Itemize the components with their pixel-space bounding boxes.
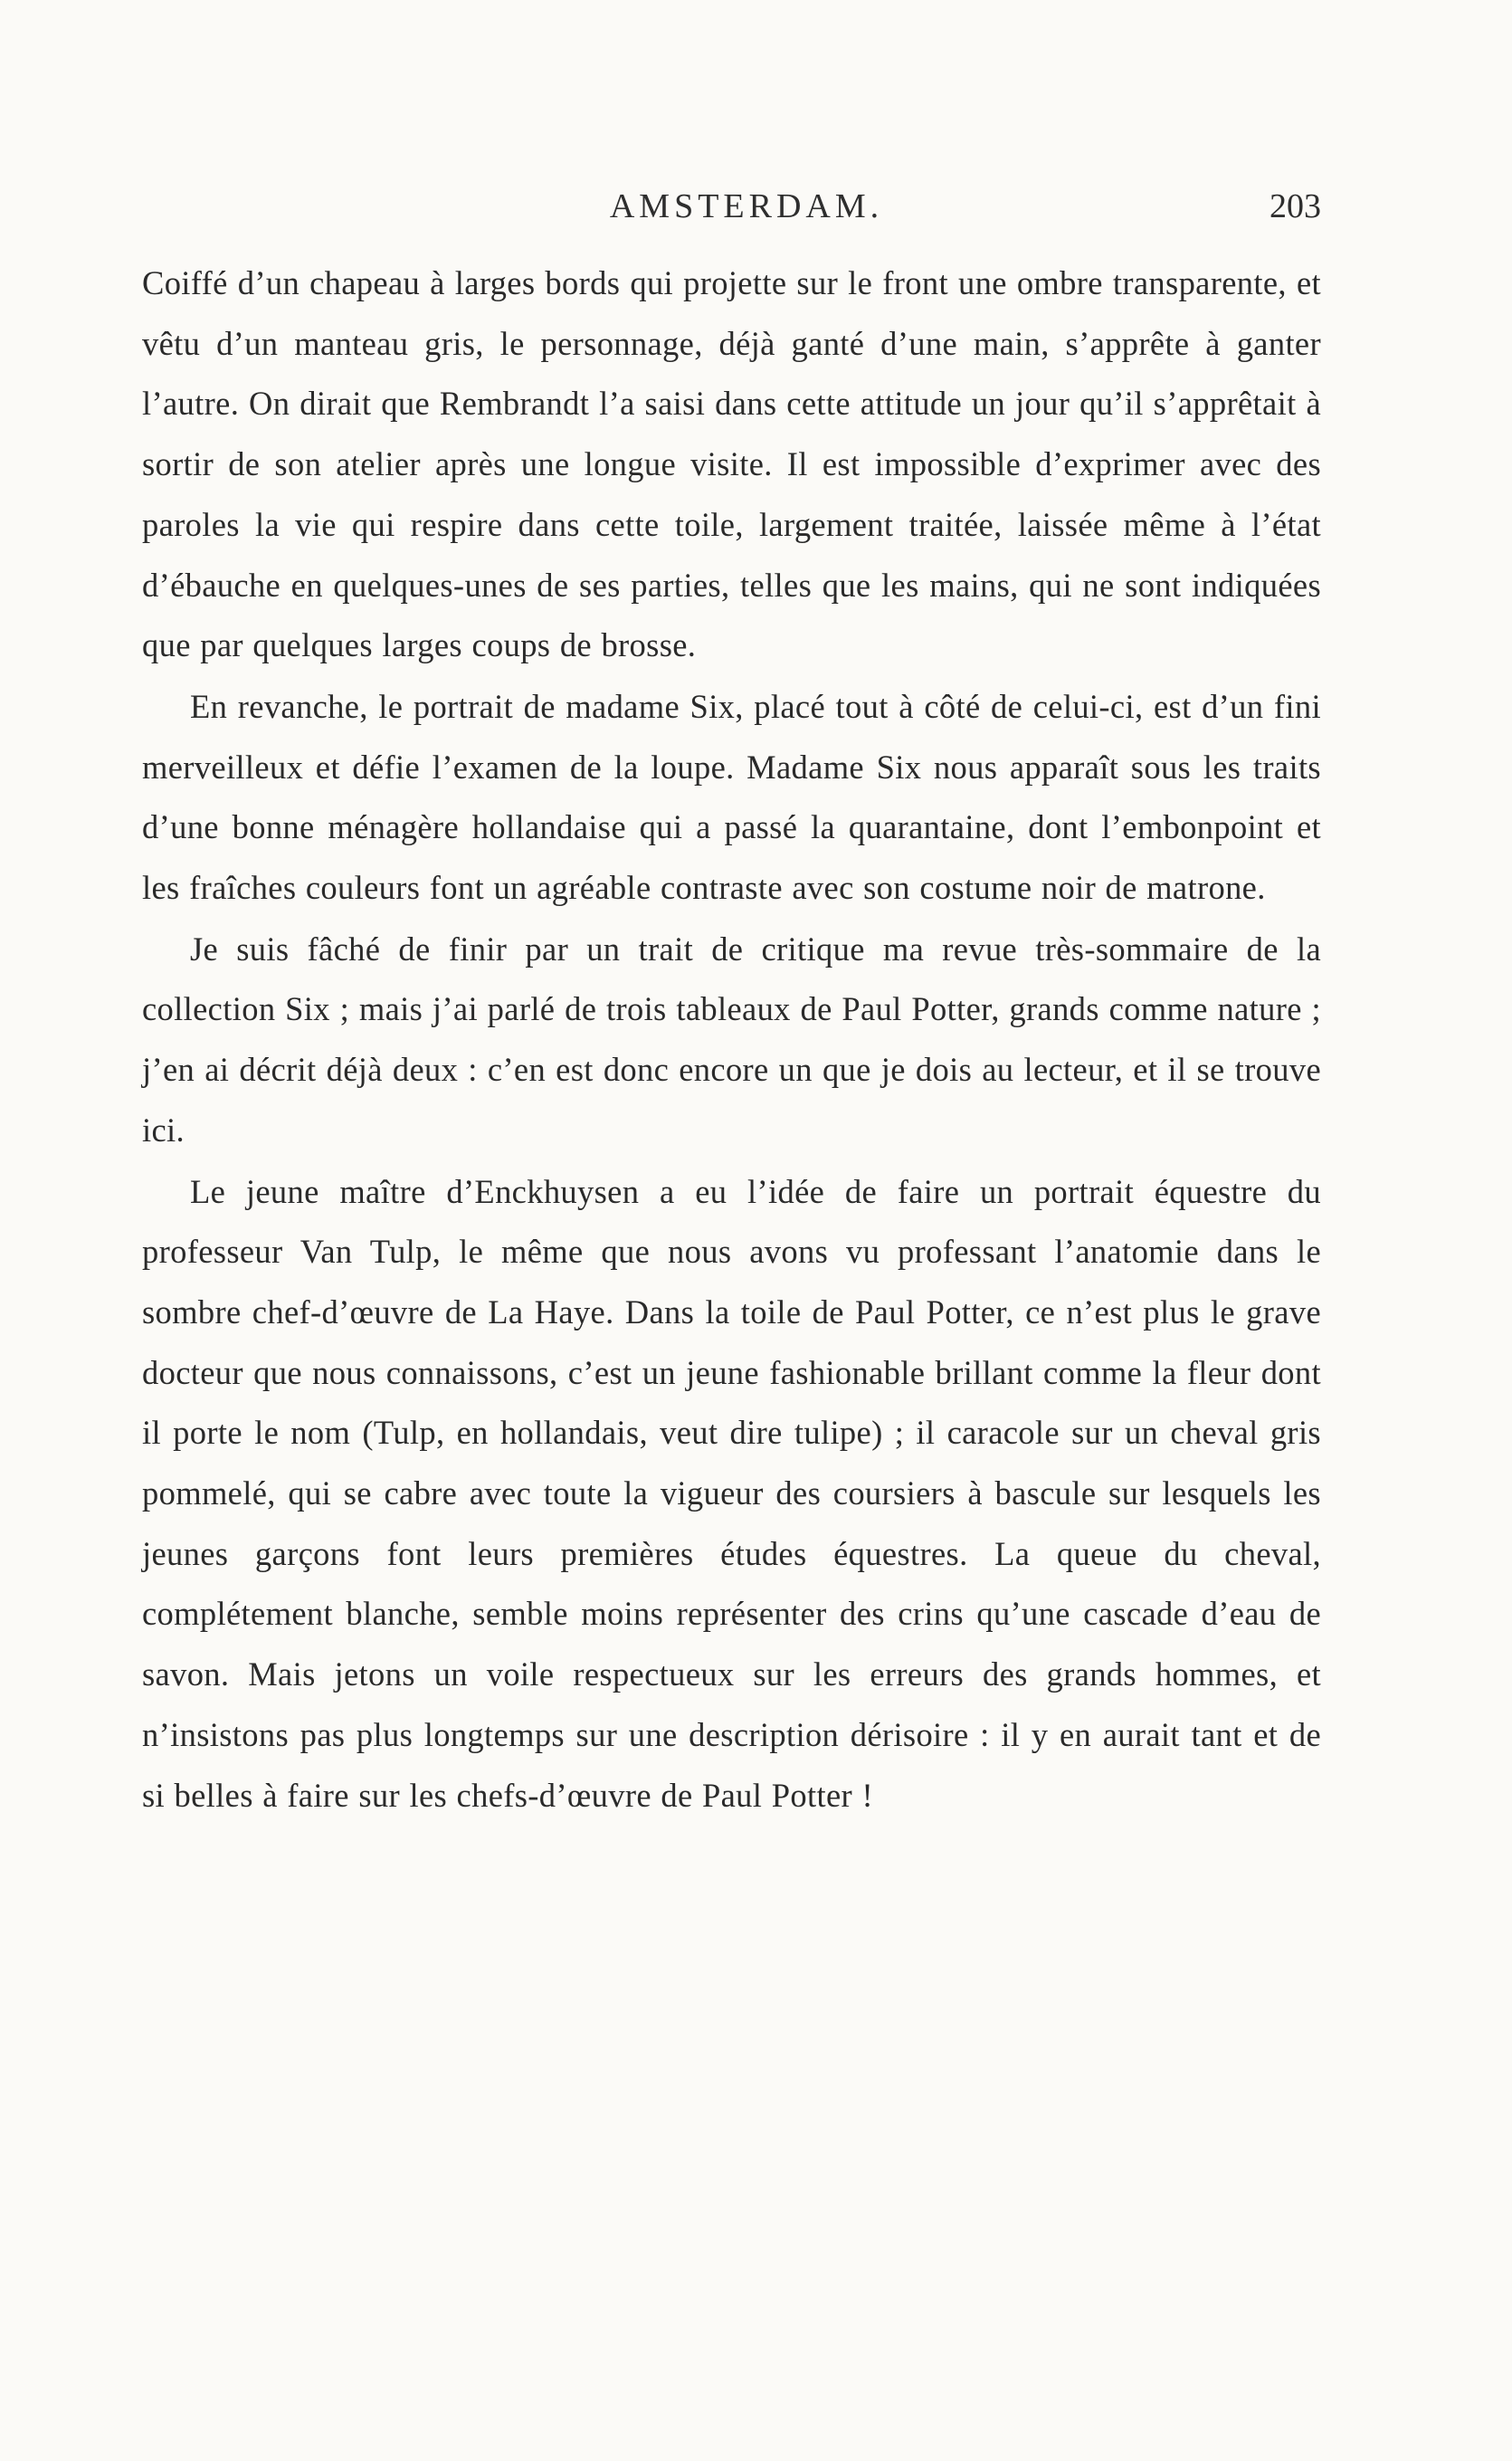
page-number: 203 (1270, 187, 1321, 225)
paragraph-3: Je suis fâché de finir par un trait de critique ma revue très-sommaire de la collection Six ; mais j’ai parlé de trois tableaux de Paul Potter, grands comme nature ; j’en ai décrit déjà deux : c’en est donc encore un que je dois au lecteur, et il se trouve ici. (142, 930, 1321, 1149)
paragraph-1: Coiffé d’un chapeau à larges bords qui projette sur le front une ombre transparente, et vêtu d’un manteau gris, le personnage, déjà ganté d’une main, s’apprête à ganter l’autre. On dirait que Rembrandt l’a saisi dans cette attitude un jour qu’il s’apprêtait à sortir de son atelier après une longue visite. Il est impossible d’exprimer avec des paroles la vie qui respire dans cette toile, largement traitée, laissée même à l’état d’ébauche en quelques-unes de ses parties, telles que les mains, qui ne sont indiquées que par quelques larges coups de brosse. (142, 264, 1321, 664)
body-text (142, 253, 1321, 1826)
paragraph-4: Le jeune maître d’Enckhuysen a eu l’idée de faire un portrait équestre du professeur Van Tulp, le même que nous avons vu professant l’anatomie dans le sombre chef-d’œuvre de La Haye. Dans la toile de Paul Potter, ce n’est plus le grave docteur que nous connaissons, c’est un jeune fashionable brillant comme la fleur dont il porte le nom (Tulp, en hollandais, veut dire tulipe) ; il caracole sur un cheval gris pommelé, qui se cabre avec toute la vigueur des coursiers à bascule sur lesquels les jeunes garçons font leurs premières études équestres. La queue du cheval, complétement blanche, semble moins représenter des crins qu’une cascade d’eau de savon. Mais jetons un voile respectueux sur les erreurs des grands hommes, et n’insistons pas plus longtemps sur une description dérisoire : il y en aurait tant et de si belles à faire sur les chefs-d’œuvre de Paul Potter ! (142, 1172, 1321, 1814)
running-header (172, 179, 1321, 234)
running-title: AMSTERDAM. (609, 187, 884, 225)
paragraph-2: En revanche, le portrait de madame Six, placé tout à côté de celui-ci, est d’un fini merveilleux et défie l’examen de la loupe. Madame Six nous apparaît sous les traits d’une bonne ménagère hollandaise qui a passé la quarantaine, dont l’embonpoint et les fraîches couleurs font un agréable contraste avec son costume noir de matrone. (142, 687, 1321, 907)
